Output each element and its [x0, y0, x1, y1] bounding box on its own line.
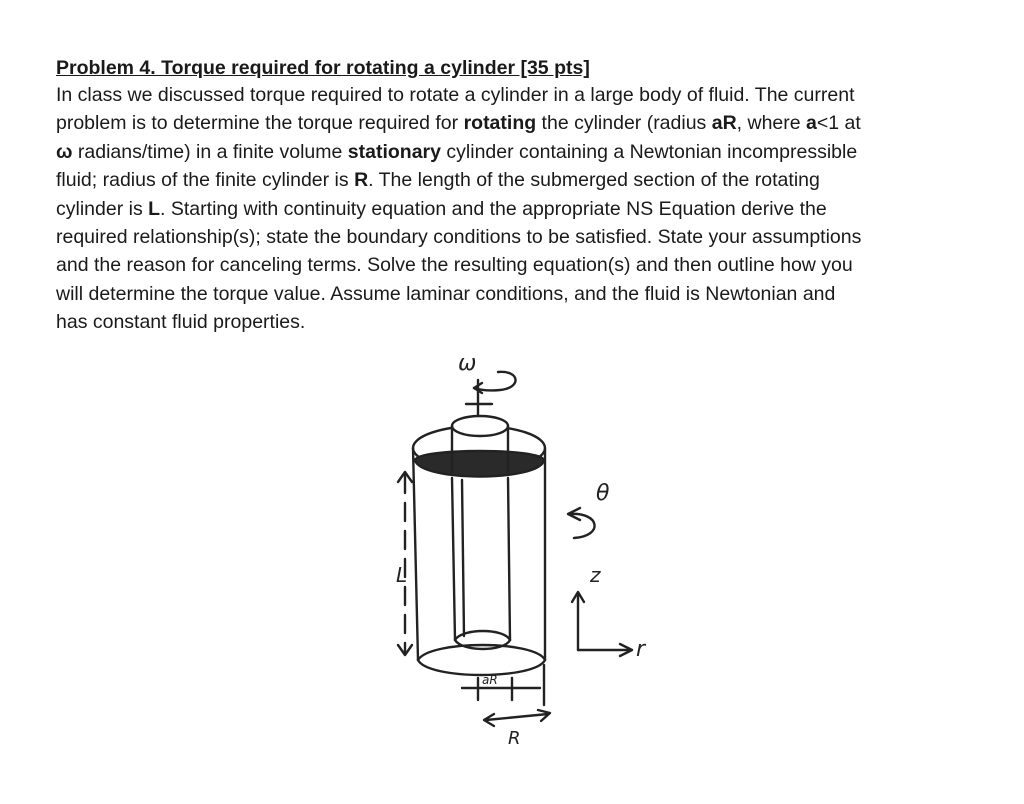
- outer-cylinder-bottom-back: [418, 645, 545, 660]
- length-label: L: [396, 563, 408, 587]
- line1-text: In class we discussed torque required to rotate a cylinder in a large body of fluid. The current: [56, 84, 855, 106]
- R-dimension-line: [486, 714, 548, 720]
- line2-text-c: the cylinder (radius: [536, 112, 712, 135]
- line3-bold-stationary: stationary: [347, 140, 441, 163]
- line4-bold-R: R: [354, 169, 369, 192]
- aR-label: aR: [482, 673, 498, 687]
- omega-rotation-arrow: [474, 372, 516, 391]
- line3-text-d: cylinder containing a Newtonian incompressible: [440, 140, 858, 163]
- line5-bold-L: L: [148, 197, 161, 220]
- body-line-8: will determine the torque value. Assume laminar conditions, and the fluid is Newtonian and: [56, 282, 836, 305]
- z-label: z: [590, 563, 601, 587]
- line4-text-c: . The length of the submerged section of the rotating: [368, 169, 820, 192]
- inner-cylinder-top: [452, 416, 508, 436]
- line5-text-c: . Starting with continuity equation and the appropriate NS Equation derive the: [160, 197, 827, 220]
- line5-text-a: cylinder is: [56, 197, 149, 220]
- inner-cylinder-left-wall: [452, 478, 455, 640]
- line2-text-g: <1 at: [816, 112, 861, 135]
- r-label: r: [636, 637, 646, 662]
- line4-text-a: fluid; radius of the finite cylinder is: [56, 169, 355, 192]
- line2-bold-rotating: rotating: [463, 112, 537, 135]
- outer-cylinder-left-wall: [413, 448, 418, 660]
- fluid-surface: [415, 451, 544, 477]
- omega-label: ω: [458, 351, 477, 376]
- line3-text-b: radians/time) in a finite volume: [72, 140, 348, 163]
- line2-bold-a: a: [806, 112, 817, 135]
- body-line-9: has constant fluid properties.: [56, 311, 306, 334]
- line2-text-e: , where: [736, 112, 807, 135]
- R-label: R: [508, 728, 521, 749]
- theta-label: θ: [596, 481, 610, 506]
- problem-title: Problem 4. Torque required for rotating a cylinder [35 pts]: [56, 57, 590, 79]
- body-line-7: and the reason for canceling terms. Solve the resulting equation(s) and then outline how you: [56, 254, 853, 277]
- line2-bold-aR: aR: [711, 112, 737, 135]
- inner-cylinder-right-wall: [508, 478, 510, 640]
- line3-omega: ω: [56, 140, 73, 163]
- line2-text-a: problem is to determine the torque required for: [56, 112, 464, 135]
- body-line-6: required relationship(s); state the boundary conditions to be satisfied. State your assumptions: [56, 226, 862, 249]
- inner-cylinder-left-wall-2: [462, 480, 464, 636]
